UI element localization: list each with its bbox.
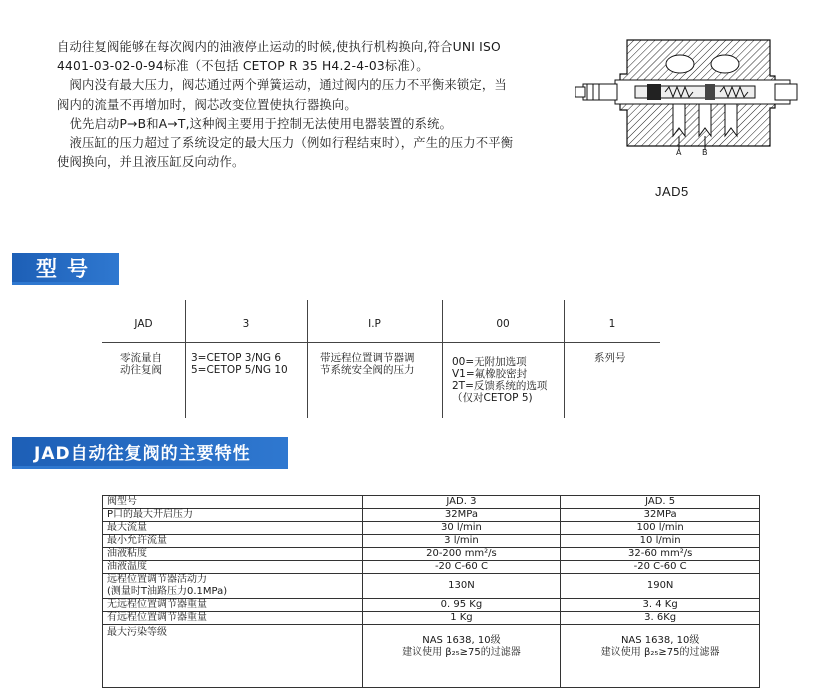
spec-value: 20-200 mm²/s bbox=[362, 548, 561, 561]
model-desc-line: 3=CETOP 3/NG 6 bbox=[191, 352, 282, 364]
spec-value-line: NAS 1638, 10级 bbox=[620, 635, 700, 646]
model-desc-line: 动往复阀 bbox=[120, 364, 162, 376]
model-desc-line: 2T=反馈系统的选项 bbox=[452, 380, 548, 392]
model-code-size: 3 bbox=[242, 318, 250, 330]
spec-value-line: 建议使用 β₂₅≥75的过滤器 bbox=[600, 647, 720, 658]
spec-label: 最小允许流量 bbox=[103, 535, 363, 548]
banner-underline bbox=[12, 282, 119, 285]
spec-value: 32MPa bbox=[561, 509, 760, 522]
figure-caption: JAD5 bbox=[655, 184, 689, 199]
spec-label: 最大污染等级 bbox=[103, 625, 363, 688]
model-desc-line: 节系统安全阀的压力 bbox=[320, 364, 415, 376]
spec-row bbox=[103, 625, 760, 688]
spec-value: 32MPa bbox=[362, 509, 561, 522]
valve-cross-section-figure bbox=[575, 28, 805, 158]
intro-paragraph-3: 优先启动P→B和A→T,这种阀主要用于控制无法使用电器装置的系统。 bbox=[57, 116, 453, 131]
model-desc-line: 00=无附加选项 bbox=[452, 356, 527, 368]
spec-value: -20 C-60 C bbox=[561, 561, 760, 574]
spec-label: P口的最大开启压力 bbox=[103, 509, 363, 522]
model-desc-line: （仅对CETOP 5) bbox=[452, 392, 533, 404]
section-title-model: 型号 bbox=[36, 256, 98, 281]
port-b-label: B bbox=[702, 148, 708, 157]
model-code-diagram bbox=[102, 300, 660, 420]
model-desc-regulator bbox=[320, 352, 415, 376]
banner-underline bbox=[12, 466, 288, 469]
section-banner-model bbox=[12, 253, 119, 282]
spec-row bbox=[103, 509, 760, 522]
model-desc-line: 带远程位置调节器调 bbox=[320, 352, 415, 364]
spec-value: 10 l/min bbox=[561, 535, 760, 548]
spec-row bbox=[103, 599, 760, 612]
model-desc-line: V1=氟橡胶密封 bbox=[452, 368, 528, 380]
spec-value: 3. 4 Kg bbox=[561, 599, 760, 612]
spec-header-cell: JAD. 5 bbox=[561, 496, 760, 509]
spec-label-line: (测量时T油路压力0.1MPa) bbox=[107, 586, 228, 597]
spec-row bbox=[103, 574, 760, 599]
model-code-option: 00 bbox=[496, 318, 510, 330]
model-desc-line: 5=CETOP 5/NG 10 bbox=[191, 364, 288, 376]
spec-row bbox=[103, 535, 760, 548]
spec-header-row bbox=[103, 496, 760, 509]
spec-row bbox=[103, 561, 760, 574]
spec-value: -20 C-60 C bbox=[362, 561, 561, 574]
spec-value-line: NAS 1638, 10级 bbox=[422, 635, 501, 646]
spec-label: 无远程位置调节器重量 bbox=[103, 599, 363, 612]
spec-label bbox=[103, 574, 363, 599]
spec-value: 3. 6Kg bbox=[561, 612, 760, 625]
spec-header-cell: 阀型号 bbox=[103, 496, 363, 509]
model-code-version: 1 bbox=[608, 318, 616, 330]
model-desc-series bbox=[120, 352, 162, 376]
spec-header-cell: JAD. 3 bbox=[362, 496, 561, 509]
model-code-series: JAD bbox=[134, 318, 153, 330]
port-a-label: A bbox=[676, 148, 682, 157]
model-desc-line: 零流量自 bbox=[120, 352, 162, 364]
model-code-regulator: I.P bbox=[368, 318, 381, 330]
model-desc-line: 系列号 bbox=[594, 352, 626, 364]
spec-value: 3 l/min bbox=[362, 535, 561, 548]
spec-value: 1 Kg bbox=[362, 612, 561, 625]
spec-label: 最大流量 bbox=[103, 522, 363, 535]
spec-value: 30 l/min bbox=[362, 522, 561, 535]
spec-label-line: 远程位置调节器活动力 bbox=[107, 574, 207, 585]
section-banner-features bbox=[12, 437, 288, 466]
spec-value bbox=[362, 625, 561, 688]
spec-label: 油液温度 bbox=[103, 561, 363, 574]
spec-value: 0. 95 Kg bbox=[362, 599, 561, 612]
spec-label: 油液粘度 bbox=[103, 548, 363, 561]
spec-row bbox=[103, 548, 760, 561]
model-desc-size bbox=[191, 352, 288, 376]
spec-value-line: 建议使用 β₂₅≥75的过滤器 bbox=[402, 647, 521, 658]
intro-paragraph-1: 自动往复阀能够在每次阀内的油液停止运动的时候,使执行机构换向,符合UNI ISO 4401-03-02-0-94标准（不包括 CETOP R 35 H4.2-4-03标准）。 bbox=[57, 40, 501, 74]
spec-value: 190N bbox=[561, 574, 760, 599]
spec-value: 100 l/min bbox=[561, 522, 760, 535]
spec-value: 32-60 mm²/s bbox=[561, 548, 760, 561]
spec-value: 130N bbox=[362, 574, 561, 599]
intro-paragraph-2: 阀内没有最大压力，阀芯通过两个弹簧运动，通过阀内的压力不平衡来锁定，当阀内的流量不再增加时，阀芯改变位置使执行器换向。 bbox=[57, 78, 507, 112]
section-title-features: JAD自动往复阀的主要特性 bbox=[34, 444, 251, 464]
model-desc-version bbox=[594, 352, 626, 364]
spec-value bbox=[561, 625, 760, 688]
valve-drawing bbox=[575, 28, 805, 158]
spec-table bbox=[102, 495, 760, 688]
spec-row bbox=[103, 522, 760, 535]
model-desc-option bbox=[452, 356, 547, 404]
spec-row bbox=[103, 612, 760, 625]
spec-label: 有远程位置调节器重量 bbox=[103, 612, 363, 625]
intro-paragraph-4: 液压缸的压力超过了系统设定的最大压力（例如行程结束时），产生的压力不平衡使阀换向，并且液压缸反向动作。 bbox=[57, 136, 514, 170]
intro-text bbox=[57, 38, 517, 172]
